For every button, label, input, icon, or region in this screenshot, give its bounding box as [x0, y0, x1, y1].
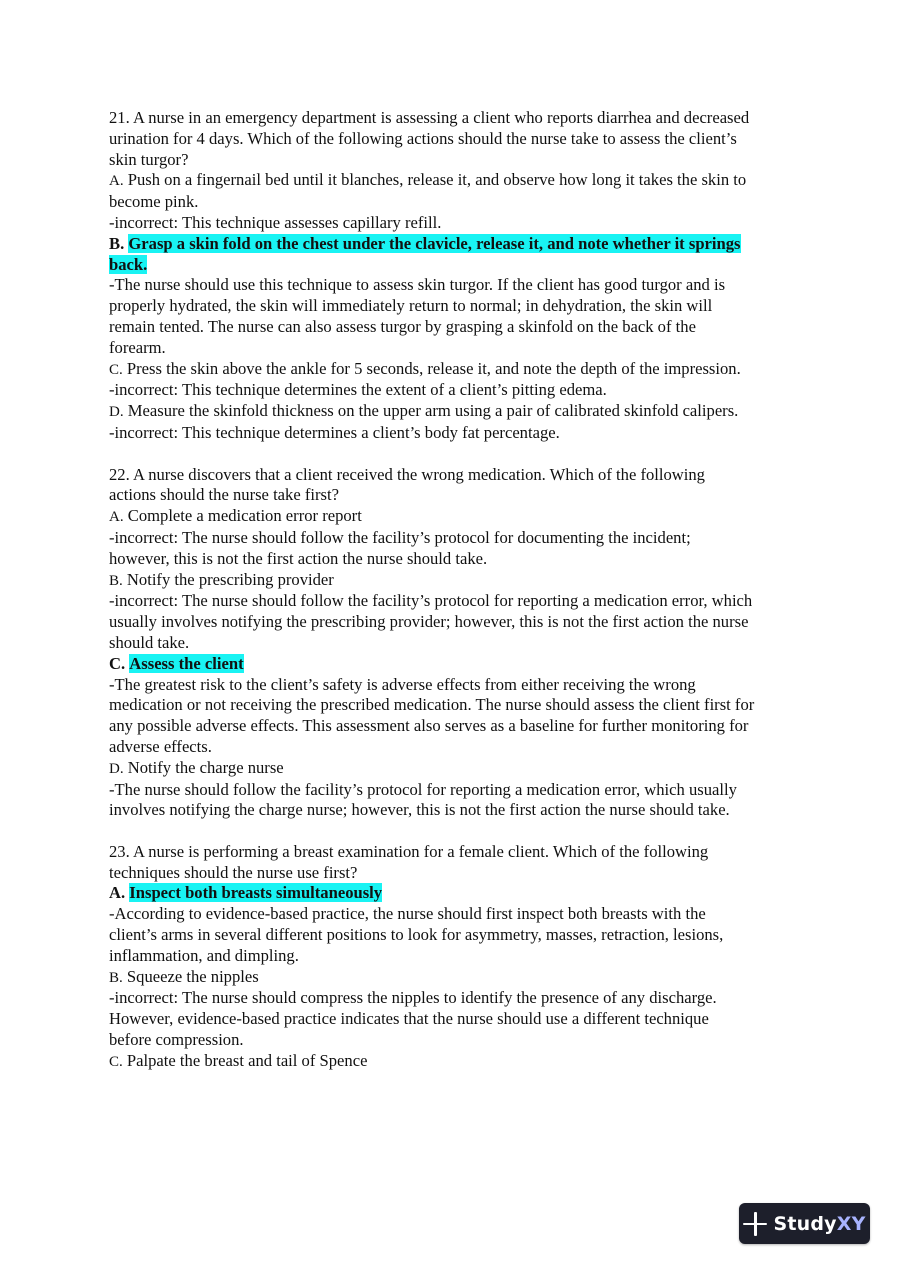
option-letter: B. — [109, 572, 123, 589]
question-stem-line: urination for 4 days. Which of the following actions should the nurse take to assess the client’s — [109, 128, 737, 148]
option-text: Measure the skinfold thickness on the upper arm using a pair of calibrated skinfold calipers. — [127, 401, 739, 421]
option-letter: C. — [109, 653, 126, 673]
question-stem-line: actions should the nurse take first? — [109, 485, 339, 505]
brand-name — [773, 1213, 865, 1235]
question-spacer — [109, 444, 825, 465]
rationale-line: -The nurse should follow the facility’s protocol for reporting a medication error, which usually — [109, 779, 737, 799]
option-text: Palpate the breast and tail of Spence — [126, 1050, 368, 1070]
rationale-line: properly hydrated, the skin will immediately return to normal; in dehydration, the skin will — [109, 296, 713, 316]
option-text: Squeeze the nipples — [126, 966, 259, 986]
rationale-line: -incorrect: The nurse should follow the facility’s protocol for reporting a medication error, which — [109, 591, 753, 611]
option-text: become pink. — [109, 192, 199, 212]
option-text: Notify the prescribing provider — [126, 569, 334, 589]
rationale-line: should take. — [109, 632, 190, 652]
brand-main-text: Study — [773, 1212, 837, 1235]
question-stem-line: skin turgor? — [109, 149, 189, 169]
rationale-line: -incorrect: This technique assesses capillary refill. — [109, 212, 442, 232]
question-spacer — [109, 821, 825, 842]
rationale-line: inflammation, and dimpling. — [109, 945, 299, 965]
rationale-line: client’s arms in several different positions to look for asymmetry, masses, retraction, lesions, — [109, 925, 724, 945]
option-text: Complete a medication error report — [127, 506, 362, 526]
highlighted-answer-text: Grasp a skin fold on the chest under the clavicle, release it, and note whether it springs — [128, 233, 741, 253]
option-text: Push on a fingernail bed until it blanches, release it, and observe how long it takes the skin to — [127, 170, 747, 190]
rationale-line: usually involves notifying the prescribing provider; however, this is not the first action the nurse — [109, 612, 749, 632]
rationale-line: however, this is not the first action the nurse should take. — [109, 548, 488, 568]
correct-option-line — [109, 654, 825, 675]
option-letter: A. — [109, 509, 124, 526]
rationale-line: -incorrect: The nurse should follow the facility’s protocol for documenting the incident; — [109, 527, 691, 547]
correct-option-line — [109, 234, 825, 255]
option-letter: D. — [109, 760, 124, 777]
option-line — [109, 1051, 825, 1073]
option-letter: C. — [109, 361, 123, 378]
option-line — [109, 967, 825, 989]
studyxy-logo-badge[interactable] — [739, 1203, 870, 1244]
option-text: Notify the charge nurse — [127, 757, 284, 777]
rationale-line: However, evidence-based practice indicates that the nurse should use a different technique — [109, 1009, 709, 1029]
document-body — [109, 108, 825, 1073]
option-letter: A. — [109, 883, 126, 903]
brand-accent-text: XY — [836, 1212, 866, 1235]
option-letter: C. — [109, 1053, 123, 1070]
rationale-line: any possible adverse effects. This assessment also serves as a baseline for further monitoring for — [109, 716, 749, 736]
rationale-line: -incorrect: This technique determines a client’s body fat percentage. — [109, 422, 560, 442]
rationale-line: -According to evidence-based practice, the nurse should first inspect both breasts with the — [109, 904, 706, 924]
question-stem-line: 23. A nurse is performing a breast examination for a female client. Which of the following — [109, 841, 709, 861]
rationale-line: involves notifying the charge nurse; however, this is not the first action the nurse should take. — [109, 800, 730, 820]
option-letter: D. — [109, 404, 124, 421]
question-block — [109, 842, 825, 1073]
option-text: Press the skin above the ankle for 5 seconds, release it, and note the depth of the impression. — [126, 358, 741, 378]
highlighted-answer-text: Inspect both breasts simultaneously — [129, 883, 383, 903]
rationale-line: remain tented. The nurse can also assess turgor by grasping a skinfold on the back of the — [109, 316, 696, 336]
question-block — [109, 465, 825, 822]
option-line — [109, 758, 825, 780]
option-line — [109, 506, 825, 528]
correct-option-line — [109, 883, 825, 904]
highlighted-answer-text: back. — [109, 254, 148, 274]
rationale-line: -incorrect: This technique determines the extent of a client’s pitting edema. — [109, 380, 607, 400]
option-line — [109, 192, 825, 213]
rationale-line: before compression. — [109, 1030, 244, 1050]
question-stem-line: 21. A nurse in an emergency department is assessing a client who reports diarrhea and decreased — [109, 108, 750, 127]
question-stem-line: 22. A nurse discovers that a client received the wrong medication. Which of the following — [109, 464, 705, 484]
rationale-line: forearm. — [109, 337, 166, 357]
option-letter: A. — [109, 173, 124, 190]
rationale-line: -The nurse should use this technique to assess skin turgor. If the client has good turgor and is — [109, 275, 726, 295]
option-line — [109, 170, 825, 192]
option-letter: B. — [109, 969, 123, 986]
correct-option-line — [109, 255, 825, 276]
rationale-line: adverse effects. — [109, 736, 212, 756]
option-letter: B. — [109, 233, 125, 253]
rationale-line: -The greatest risk to the client’s safety is adverse effects from either receiving the wrong — [109, 674, 696, 694]
question-block — [109, 108, 825, 444]
plus-icon — [743, 1212, 767, 1236]
highlighted-answer-text: Assess the client — [129, 653, 244, 673]
rationale-line: -incorrect: The nurse should compress the nipples to identify the presence of any discharge. — [109, 988, 717, 1008]
option-line — [109, 570, 825, 592]
option-line — [109, 401, 825, 423]
rationale-line: medication or not receiving the prescribed medication. The nurse should assess the client first for — [109, 695, 755, 715]
option-line — [109, 359, 825, 381]
question-stem-line: techniques should the nurse use first? — [109, 862, 358, 882]
